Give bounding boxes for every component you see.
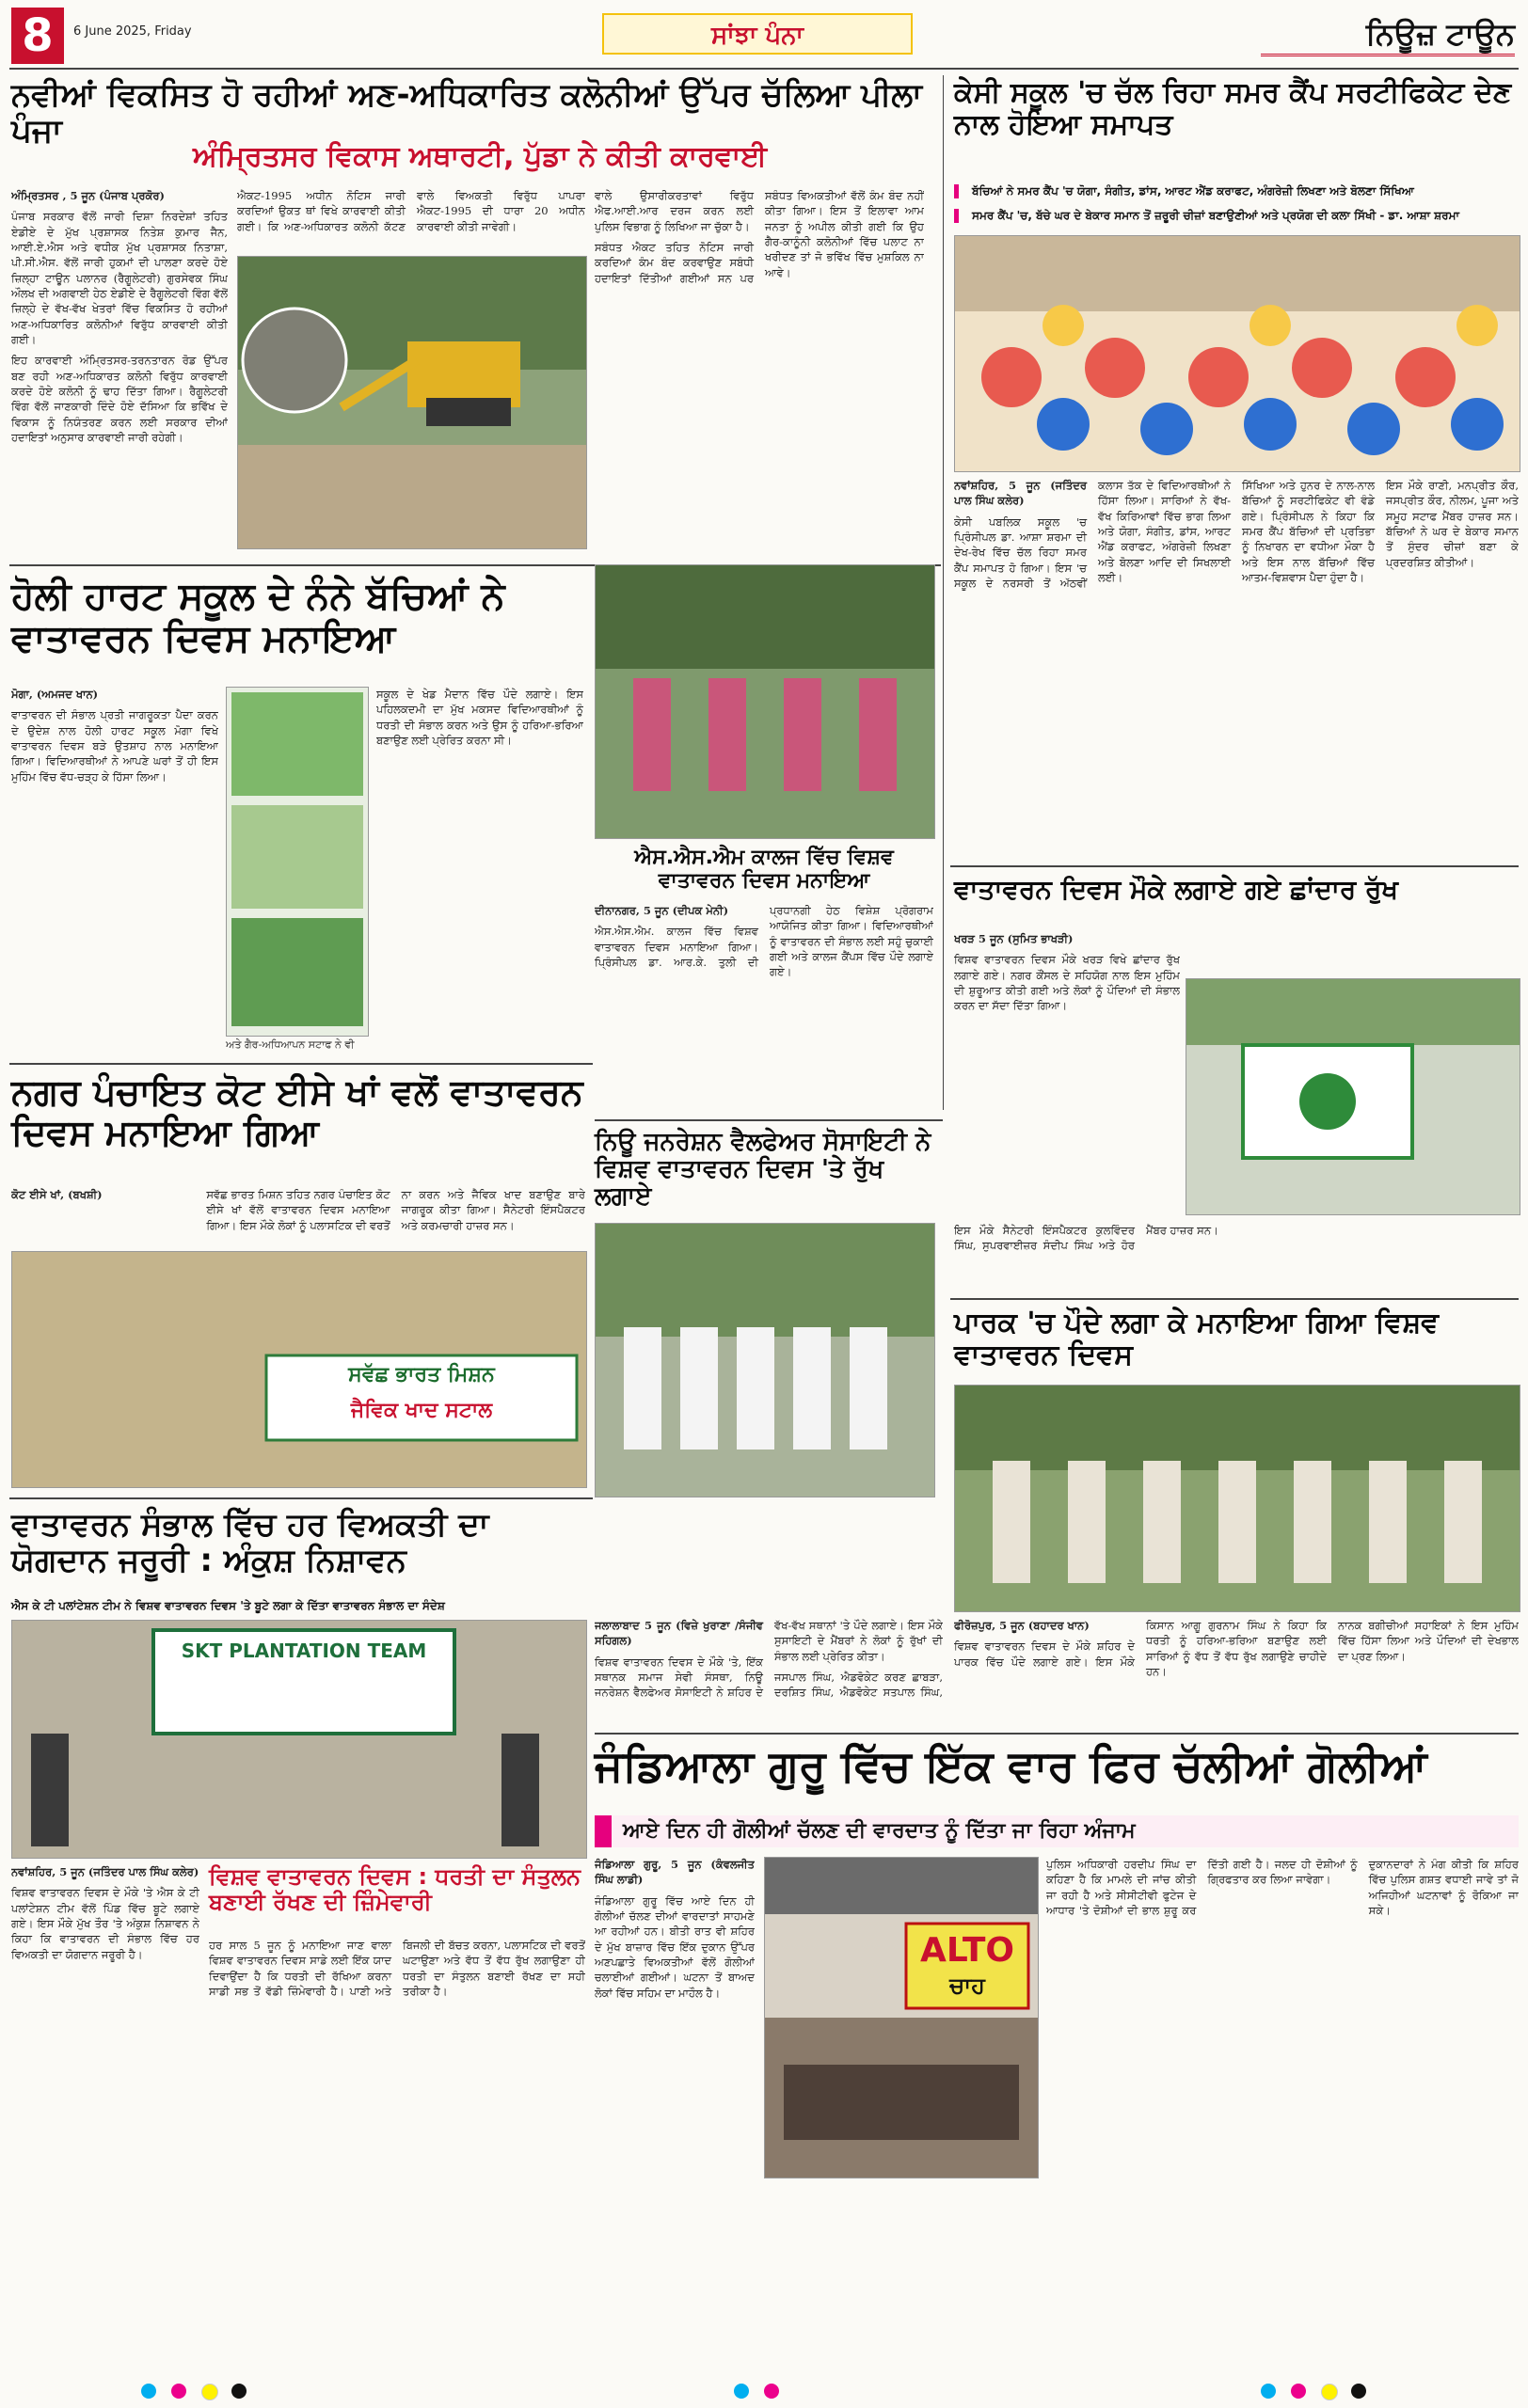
story11-shop-sign2: ਚਾਹ: [949, 1972, 985, 1999]
story11-body-right: [1046, 1857, 1519, 2201]
story2-para: ਇਸ ਮੌਕੇ ਰਾਣੀ, ਮਨਪ੍ਰੀਤ ਕੌਰ, ਜਸਪ੍ਰੀਤ ਕੌਰ, ਨੀਲਮ, ਪੂਜਾ ਅਤੇ ਸਮੂਹ ਸਟਾਫ ਮੈਂਬਰ ਹਾਜ਼ਰ ਸਨ। ਬੱਚਿਆਂ ਨੇ ਘਰ ਦੇ ਬੇਕਾਰ ਸਮਾਨ ਤੋਂ ਸੁੰਦਰ ਚੀਜ਼ਾਂ ਬਣਾ ਕੇ ਪ੍ਰਦਰਸ਼ਿਤ ਕੀਤੀਆਂ।: [1386, 479, 1519, 569]
story7-dateline: ਜਲਾਲਾਬਾਦ 5 ਜੂਨ (ਵਿਜ਼ੇ ਖੁਰਾਣਾ /ਸੰਜੀਵ ਸਹਿਗਲ): [595, 1619, 763, 1648]
story1-para: ਵਾਲੇ ਉਸਾਰੀਕਰਤਾਵਾਂ ਵਿਰੁੱਧ ਐਫ.ਆਈ.ਆਰ ਦਰਜ ਕਰਨ ਲਈ ਪੁਲਿਸ ਵਿਭਾਗ ਨੂੰ ਲਿਖਿਆ ਜਾ ਚੁੱਕਾ ਹੈ।: [595, 189, 754, 233]
story2-photo-children: [954, 235, 1520, 472]
story6-banner-line1: ਸਵੱਛ ਭਾਰਤ ਮਿਸ਼ਨ: [348, 1363, 495, 1386]
registration-marks: [0, 2378, 1528, 2406]
reg-mark: [734, 2384, 749, 2399]
story9-body: [11, 1864, 199, 2203]
reg-mark: [1291, 2384, 1306, 2399]
story1-para: ਐਕਟ-1995 ਅਧੀਨ ਨੋਟਿਸ ਜਾਰੀ ਕਰਦਿਆਂ ਉਕਤ ਥਾਂ ਵਿਖੇ ਕਾਰਵਾਈ ਕੀਤੀ ਗਈ। ਕਿ ਅਣ-ਅਧਿਕਾਰਤ ਕਲੋਨੀ ਕੱਟਣ ਵਾਲੇ ਵਿਅਕਤੀ ਵਿਰੁੱਧ ਪਾਪਰਾ ਐਕਟ-1995 ਦੀ ਧਾਰਾ 20 ਅਧੀਨ ਕਾਰਵਾਈ ਕੀਤੀ ਜਾਵੇਗੀ।: [237, 189, 585, 233]
story4-para: ਐਸ.ਐਸ.ਐਮ. ਕਾਲਜ ਵਿੱਚ ਵਿਸ਼ਵ ਵਾਤਾਵਰਨ ਦਿਵਸ ਮਨਾਇਆ ਗਿਆ। ਪ੍ਰਿੰਸੀਪਲ ਡਾ. ਆਰ.ਕੇ. ਤੁਲੀ ਦੀ ਪ੍ਰਧਾਨਗੀ ਹੇਠ ਵਿਸ਼ੇਸ਼ ਪ੍ਰੋਗਰਾਮ ਆਯੋਜਿਤ ਕੀਤਾ ਗਿਆ। ਵਿਦਿਆਰਥੀਆਂ ਨੂੰ ਵਾਤਾਵਰਨ ਦੀ ਸੰਭਾਲ ਲਈ ਸਹੁੰ ਚੁਕਾਈ ਗਈ ਅਤੇ ਕਾਲਜ ਕੈਂਪਸ ਵਿੱਚ ਪੌਦੇ ਲਗਾਏ ਗਏ।: [595, 904, 933, 979]
reg-mark: [141, 2384, 156, 2399]
reg-mark: [1351, 2384, 1366, 2399]
story11-para: ਪੁਲਿਸ ਅਧਿਕਾਰੀ ਹਰਦੀਪ ਸਿੰਘ ਦਾ ਕਹਿਣਾ ਹੈ ਕਿ ਮਾਮਲੇ ਦੀ ਜਾਂਚ ਕੀਤੀ ਜਾ ਰਹੀ ਹੈ ਅਤੇ ਸੀਸੀਟੀਵੀ ਫੁਟੇਜ ਦੇ ਆਧਾਰ 'ਤੇ ਦੋਸ਼ੀਆਂ ਦੀ ਭਾਲ ਸ਼ੁਰੂ ਕਰ ਦਿੱਤੀ ਗਈ ਹੈ। ਜਲਦ ਹੀ ਦੋਸ਼ੀਆਂ ਨੂੰ ਗ੍ਰਿਫਤਾਰ ਕਰ ਲਿਆ ਜਾਵੇਗਾ।: [1046, 1858, 1358, 1917]
story10-para: ਹਰ ਸਾਲ 5 ਜੂਨ ਨੂੰ ਮਨਾਇਆ ਜਾਣ ਵਾਲਾ ਵਿਸ਼ਵ ਵਾਤਾਵਰਨ ਦਿਵਸ ਸਾਡੇ ਲਈ ਇੱਕ ਯਾਦ ਦਿਵਾਉਂਦਾ ਹੈ ਕਿ ਧਰਤੀ ਦੀ ਰੱਖਿਆ ਕਰਨਾ ਸਾਡੀ ਸਭ ਤੋਂ ਵੱਡੀ ਜ਼ਿੰਮੇਵਾਰੀ ਹੈ। ਪਾਣੀ ਅਤੇ ਬਿਜਲੀ ਦੀ ਬੱਚਤ ਕਰਨਾ, ਪਲਾਸਟਿਕ ਦੀ ਵਰਤੋਂ ਘਟਾਉਣਾ ਅਤੇ ਵੱਧ ਤੋਂ ਵੱਧ ਰੁੱਖ ਲਗਾਉਣਾ ਹੀ ਧਰਤੀ ਦਾ ਸੰਤੁਲਨ ਬਣਾਈ ਰੱਖਣ ਦਾ ਸਹੀ ਤਰੀਕਾ ਹੈ।: [209, 1939, 585, 1998]
issue-date: 6 June 2025, Friday: [73, 24, 192, 39]
story5-body-bottom: [954, 1223, 1519, 1289]
story4-photo-college: [595, 564, 935, 839]
story6-banner-line2: ਜੈਵਿਕ ਖਾਦ ਸਟਾਲ: [350, 1399, 493, 1422]
story3-photo-caption: ਅਤੇ ਗੈਰ-ਅਧਿਆਪਨ ਸਟਾਫ ਨੇ ਵੀ: [226, 1038, 355, 1051]
story11-headline: ਜੰਡਿਆਲਾ ਗੁਰੂ ਵਿੱਚ ਇੱਕ ਵਾਰ ਫਿਰ ਚੱਲੀਆਂ ਗੋਲੀਆਂ: [595, 1740, 1427, 1791]
story3-dateline: ਮੋਗਾ, (ਅਮਜਦ ਖਾਨ): [11, 688, 99, 701]
story2-para: ਸਿੱਖਿਆ ਅਤੇ ਹੁਨਰ ਦੇ ਨਾਲ-ਨਾਲ ਬੱਚਿਆਂ ਨੂੰ ਸਰਟੀਫਿਕੇਟ ਵੀ ਵੰਡੇ ਗਏ। ਪ੍ਰਿੰਸੀਪਲ ਨੇ ਕਿਹਾ ਕਿ ਸਮਰ ਕੈਂਪ ਬੱਚਿਆਂ ਦੀ ਪ੍ਰਤਿਭਾ ਨੂੰ ਨਿਖਾਰਨ ਦਾ ਵਧੀਆ ਮੌਕਾ ਹੈ ਅਤੇ ਇਸ ਨਾਲ ਬੱਚਿਆਂ ਵਿੱਚ ਆਤਮ-ਵਿਸ਼ਵਾਸ ਪੈਦਾ ਹੁੰਦਾ ਹੈ।: [1242, 479, 1375, 584]
story1-headline: ਨਵੀਆਂ ਵਿਕਸਿਤ ਹੋ ਰਹੀਆਂ ਅਣ-ਅਧਿਕਾਰਿਤ ਕਲੋਨੀਆਂ ਉੱਪਰ ਚੱਲਿਆ ਪੀਲਾ ਪੰਜਾ: [11, 76, 923, 150]
story6-headline: ਨਗਰ ਪੰਚਾਇਤ ਕੋਟ ਈਸੇ ਖਾਂ ਵਲੋਂ ਵਾਤਾਵਰਨ ਦਿਵਸ ਮਨਾਇਆ ਗਿਆ: [11, 1071, 583, 1153]
story11-photo-shop: [764, 1857, 1039, 2178]
story3-body-right: [376, 687, 583, 1054]
story8-para: ਵਿਸ਼ਵ ਵਾਤਾਵਰਨ ਦਿਵਸ ਦੇ ਮੌਕੇ ਸ਼ਹਿਰ ਦੇ ਪਾਰਕ ਵਿੱਚ ਪੌਦੇ ਲਗਾਏ ਗਏ। ਇਸ ਮੌਕੇ ਕਿਸਾਨ ਆਗੂ ਗੁਰਨਾਮ ਸਿੰਘ ਨੇ ਕਿਹਾ ਕਿ ਧਰਤੀ ਨੂੰ ਹਰਿਆ-ਭਰਿਆ ਬਣਾਉਣ ਲਈ ਸਾਰਿਆਂ ਨੂੰ ਵੱਧ ਤੋਂ ਵੱਧ ਰੁੱਖ ਲਗਾਉਣੇ ਚਾਹੀਦੇ ਹਨ।: [954, 1619, 1327, 1678]
story6-photo: [11, 1251, 587, 1488]
story4-body: [595, 903, 933, 1110]
story11-para: ਜੰਡਿਆਲਾ ਗੁਰੂ ਵਿੱਚ ਆਏ ਦਿਨ ਹੀ ਗੋਲੀਆਂ ਚੱਲਣ ਦੀਆਂ ਵਾਰਦਾਤਾਂ ਸਾਹਮਣੇ ਆ ਰਹੀਆਂ ਹਨ। ਬੀਤੀ ਰਾਤ ਵੀ ਸ਼ਹਿਰ ਦੇ ਮੁੱਖ ਬਾਜ਼ਾਰ ਵਿੱਚ ਇੱਕ ਦੁਕਾਨ ਉੱਪਰ ਅਣਪਛਾਤੇ ਵਿਅਕਤੀਆਂ ਵੱਲੋਂ ਗੋਲੀਆਂ ਚਲਾਈਆਂ ਗਈਆਂ। ਘਟਨਾ ਤੋਂ ਬਾਅਦ ਲੋਕਾਂ ਵਿੱਚ ਸਹਿਮ ਦਾ ਮਾਹੌਲ ਹੈ।: [595, 1893, 755, 2000]
reg-mark: [764, 2384, 779, 2399]
reg-mark: [201, 2384, 218, 2400]
story11-para: ਦੁਕਾਨਦਾਰਾਂ ਨੇ ਮੰਗ ਕੀਤੀ ਕਿ ਸ਼ਹਿਰ ਵਿੱਚ ਪੁਲਿਸ ਗਸ਼ਤ ਵਧਾਈ ਜਾਵੇ ਤਾਂ ਜੋ ਅਜਿਹੀਆਂ ਘਟਨਾਵਾਂ ਨੂੰ ਰੋਕਿਆ ਜਾ ਸਕੇ।: [1368, 1858, 1519, 1917]
story6-body: [11, 1187, 585, 1244]
reg-mark: [1261, 2384, 1276, 2399]
story8-photo: [954, 1385, 1520, 1612]
story5-body: [954, 931, 1180, 1166]
story1-dateline: ਅੰਮ੍ਰਿਤਸਰ , 5 ਜੂਨ (ਪੰਜਾਬ ਪ੍ਰਕੋਰ): [11, 189, 165, 202]
story1-para: ਪੰਜਾਬ ਸਰਕਾਰ ਵੱਲੋਂ ਜਾਰੀ ਦਿਸ਼ਾ ਨਿਰਦੇਸ਼ਾਂ ਤਹਿਤ ਏਡੀਏ ਦੇ ਮੁੱਖ ਪ੍ਰਸ਼ਾਸਕ ਨਿਤੇਸ਼ ਕੁਮਾਰ ਜੈਨ, ਆਈ.ਏ.ਐਸ ਅਤੇ ਵਧੀਕ ਮੁੱਖ ਪ੍ਰਸ਼ਾਸਕ ਨਿਤਾਸ਼ਾ, ਪੀ.ਸੀ.ਐਸ. ਵੱਲੋਂ ਜਾਰੀ ਹੁਕਮਾਂ ਦੀ ਪਾਲਣਾ ਕਰਦੇ ਹੋਏ ਜ਼ਿਲ੍ਹਾ ਟਾਊਨ ਪਲਾਨਰ (ਰੈਗੂਲੇਟਰੀ) ਗੁਰਸੇਵਕ ਸਿੰਘ ਔਲਖ ਦੀ ਅਗਵਾਈ ਹੇਠ ਏਡੀਏ ਦੇ ਰੈਗੂਲੇਟਰੀ ਵਿੰਗ ਵੱਲੋਂ ਜ਼ਿਲ੍ਹੇ ਦੇ ਵੱਖ-ਵੱਖ ਖੇਤਰਾਂ ਵਿੱਚ ਵਿਕਸਿਤ ਹੋ ਰਹੀਆਂ ਅਣ-ਅਧਿਕਾਰਿਤ ਕਲੋਨੀਆਂ ਵਿਰੁੱਧ ਕਾਰਵਾਈ ਕੀਤੀ ਗਈ।: [11, 210, 228, 346]
story9-headline: ਵਾਤਾਵਰਨ ਸੰਭਾਲ ਵਿੱਚ ਹਰ ਵਿਅਕਤੀ ਦਾ ਯੋਗਦਾਨ ਜਰੂਰੀ : ਅੰਕੁਸ਼ ਨਿਸ਼ਾਵਨ: [11, 1506, 489, 1580]
reg-mark: [1321, 2384, 1338, 2400]
story7-photo: [595, 1223, 935, 1497]
story7-para: ਜਸਪਾਲ ਸਿੰਘ, ਐਡਵੋਕੇਟ ਕਰਣ ਛਾਬੜਾ, ਦਰਸ਼ਿਤ ਸਿੰਘ, ਐਡਵੋਕੇਟ ਸਤਪਾਲ ਸਿੰਘ,: [774, 1670, 943, 1700]
story4-dateline: ਦੀਨਾਨਗਰ, 5 ਜੂਨ (ਦੀਪਕ ਮੇਨੀ): [595, 904, 729, 917]
story9-banner: SKT PLANTATION TEAM: [181, 1640, 427, 1662]
story5-headline: ਵਾਤਾਵਰਨ ਦਿਵਸ ਮੌਕੇ ਲਗਾਏ ਗਏ ਛਾਂਦਾਰ ਰੁੱਖ: [954, 874, 1399, 905]
story11-dateline: ਜੰਡਿਆਲਾ ਗੁਰੂ, 5 ਜੂਨ (ਕੰਵਲਜੀਤ ਸਿੰਘ ਲਾਡੀ): [595, 1858, 755, 1887]
story1-body-right: [595, 188, 924, 555]
story2-para: ਕੇਸੀ ਪਬਲਿਕ ਸਕੂਲ 'ਚ ਪ੍ਰਿੰਸੀਪਲ ਡਾ. ਆਸ਼ਾ ਸ਼ਰਮਾ ਦੀ ਦੇਖ-ਰੇਖ ਵਿੱਚ ਚੱਲ ਰਿਹਾ ਸਮਰ ਕੈਂਪ ਸਮਾਪਤ ਹੋ ਗਿਆ। ਇਸ 'ਚ ਸਕੂਲ ਦੇ ਨਰਸਰੀ ਤੋਂ ਅੱਠਵੀਂ ਕਲਾਸ ਤੱਕ ਦੇ ਵਿਦਿਆਰਥੀਆਂ ਨੇ ਹਿੱਸਾ ਲਿਆ। ਸਾਰਿਆਂ ਨੇ ਵੱਖ-ਵੱਖ ਕਿਰਿਆਵਾਂ ਵਿੱਚ ਭਾਗ ਲਿਆ ਅਤੇ ਯੋਗਾ, ਸੰਗੀਤ, ਡਾਂਸ, ਆਰਟ ਐਂਡ ਕਰਾਫਟ, ਅੰਗਰੇਜ਼ੀ ਲਿਖਣਾ ਅਤੇ ਬੋਲਣਾ ਆਦਿ ਦੀ ਸਿਖਲਾਈ ਲਈ।: [954, 479, 1231, 590]
story3-para: ਸਕੂਲ ਦੇ ਖੇਡ ਮੈਦਾਨ ਵਿੱਚ ਪੌਦੇ ਲਗਾਏ। ਇਸ ਪਹਿਲਕਦਮੀ ਦਾ ਮੁੱਖ ਮਕਸਦ ਵਿਦਿਆਰਥੀਆਂ ਨੂੰ ਧਰਤੀ ਦੀ ਸੰਭਾਲ ਕਰਨ ਅਤੇ ਉਸ ਨੂੰ ਹਰਿਆ-ਭਰਿਆ ਬਣਾਉਣ ਲਈ ਪ੍ਰੇਰਿਤ ਕਰਨਾ ਸੀ।: [376, 688, 583, 747]
masthead: ਨਿਊਜ਼ ਟਾਊਨ: [1261, 11, 1515, 56]
story1-para: ਸਬੰਧਤ ਐਕਟ ਤਹਿਤ ਨੋਟਿਸ ਜਾਰੀ ਕਰਦਿਆਂ ਕੰਮ ਬੰਦ ਕਰਵਾਉਣ ਸਬੰਧੀ ਹਦਾਇਤਾਂ ਦਿੱਤੀਆਂ ਗਈਆਂ ਸਨ ਪਰ ਸਬੰਧਤ ਵਿਅਕਤੀਆਂ ਵੱਲੋਂ ਕੰਮ ਬੰਦ ਨਹੀਂ ਕੀਤਾ ਗਿਆ। ਇਸ ਤੋਂ ਇਲਾਵਾ ਆਮ ਜਨਤਾ ਨੂੰ ਅਪੀਲ ਕੀਤੀ ਗਈ ਕਿ ਉਹ ਗੈਰ-ਕਾਨੂੰਨੀ ਕਲੋਨੀਆਂ ਵਿੱਚ ਪਲਾਟ ਨਾ ਖਰੀਦਣ ਤਾਂ ਜੋ ਭਵਿੱਖ ਵਿੱਚ ਮੁਸ਼ਕਿਲ ਨਾ ਆਵੇ।: [595, 189, 924, 285]
story8-para: ਨਾਨਕ ਬਗੀਚੀਆਂ ਸਹਾਇਕਾਂ ਨੇ ਇਸ ਮੁਹਿੰਮ ਵਿੱਚ ਹਿੱਸਾ ਲਿਆ ਅਤੇ ਪੌਦਿਆਂ ਦੀ ਦੇਖਭਾਲ ਦਾ ਪ੍ਰਣ ਲਿਆ।: [1338, 1619, 1519, 1663]
story1-subhead: ਅੰਮ੍ਰਿਤਸਰ ਵਿਕਾਸ ਅਥਾਰਟੀ, ਪੁੱਡਾ ਨੇ ਕੀਤੀ ਕਾਰਵਾਈ: [192, 140, 768, 173]
story5-para: ਇਸ ਮੌਕੇ ਸੈਨੇਟਰੀ ਇੰਸਪੈਕਟਰ ਕੁਲਵਿੰਦਰ ਸਿੰਘ, ਸੁਪਰਵਾਈਜ਼ਰ ਸੰਦੀਪ ਸਿੰਘ ਅਤੇ ਹੋਰ ਮੈਂਬਰ ਹਾਜ਼ਰ ਸਨ।: [954, 1224, 1218, 1253]
story5-para: ਵਿਸ਼ਵ ਵਾਤਾਵਰਨ ਦਿਵਸ ਮੌਕੇ ਖਰੜ ਵਿਖੇ ਛਾਂਦਾਰ ਰੁੱਖ ਲਗਾਏ ਗਏ। ਨਗਰ ਕੌਂਸਲ ਦੇ ਸਹਿਯੋਗ ਨਾਲ ਇਸ ਮੁਹਿੰਮ ਦੀ ਸ਼ੁਰੂਆਤ ਕੀਤੀ ਗਈ ਅਤੇ ਲੋਕਾਂ ਨੂੰ ਪੌਦਿਆਂ ਦੀ ਸੰਭਾਲ ਕਰਨ ਦਾ ਸੱਦਾ ਦਿੱਤਾ ਗਿਆ।: [954, 953, 1180, 1013]
story3-body: [11, 687, 218, 1054]
story9-subhead: ਐਸ ਕੇ ਟੀ ਪਲਾਂਟੇਸ਼ਨ ਟੀਮ ਨੇ ਵਿਸ਼ਵ ਵਾਤਾਵਰਨ ਦਿਵਸ 'ਤੇ ਬੂਟੇ ਲਗਾ ਕੇ ਦਿੱਤਾ ਵਾਤਾਵਰਨ ਸੰਭਾਲ ਦਾ ਸੰਦੇਸ਼: [11, 1599, 445, 1612]
story1-body-mid: [237, 188, 585, 249]
story2-dateline: ਨਵਾਂਸ਼ਹਿਰ, 5 ਜੂਨ (ਜਤਿੰਦਰ ਪਾਲ ਸਿੰਘ ਕਲੇਰ): [954, 479, 1087, 508]
story11-subhead: ਆਏ ਦਿਨ ਹੀ ਗੋਲੀਆਂ ਚੱਲਣ ਦੀ ਵਾਰਦਾਤ ਨੂੰ ਦਿੱਤਾ ਜਾ ਰਿਹਾ ਅੰਜਾਮ: [595, 1815, 1519, 1847]
story3-headline: ਹੋਲੀ ਹਾਰਟ ਸਕੂਲ ਦੇ ਨੰਨੇ ਬੱਚਿਆਂ ਨੇ ਵਾਤਾਵਰਨ ਦਿਵਸ ਮਨਾਇਆ: [11, 575, 505, 660]
story3-para: ਵਾਤਾਵਰਨ ਦੀ ਸੰਭਾਲ ਪ੍ਰਤੀ ਜਾਗਰੂਕਤਾ ਪੈਦਾ ਕਰਨ ਦੇ ਉਦੇਸ਼ ਨਾਲ ਹੋਲੀ ਹਾਰਟ ਸਕੂਲ ਮੋਗਾ ਵਿਖੇ ਵਾਤਾਵਰਨ ਦਿਵਸ ਬੜੇ ਉਤਸ਼ਾਹ ਨਾਲ ਮਨਾਇਆ ਗਿਆ। ਵਿਦਿਆਰਥੀਆਂ ਨੇ ਆਪਣੇ ਘਰਾਂ ਤੋਂ ਹੀ ਇਸ ਮੁਹਿੰਮ ਵਿੱਚ ਵੱਧ-ਚੜ੍ਹ ਕੇ ਹਿੱਸਾ ਲਿਆ।: [11, 708, 218, 784]
story2-bullet: ਸਮਰ ਕੈਂਪ 'ਚ, ਬੱਚੇ ਘਰ ਦੇ ਬੇਕਾਰ ਸਮਾਨ ਤੋਂ ਜ਼ਰੂਰੀ ਚੀਜ਼ਾਂ ਬਣਾਉਣੀਆਂ ਅਤੇ ਪ੍ਰਯੋਗ ਦੀ ਕਲਾ ਸਿੱਖੀ - ਡਾ. ਆਸ਼ਾ ਸ਼ਰਮਾ: [954, 209, 1519, 223]
story11-body-left: [595, 1857, 755, 2201]
story1-photo-bulldozer: [237, 256, 587, 549]
story4-headline: ਐਸ.ਐਸ.ਐਮ ਕਾਲਜ ਵਿੱਚ ਵਿਸ਼ਵ ਵਾਤਾਵਰਨ ਦਿਵਸ ਮਨਾਇਆ: [634, 846, 894, 893]
story8-body: [954, 1618, 1519, 1712]
story6-para: ਸਵੱਛ ਭਾਰਤ ਮਿਸ਼ਨ ਤਹਿਤ ਨਗਰ ਪੰਚਾਇਤ ਕੋਟ ਈਸੇ ਖਾਂ ਵੱਲੋਂ ਵਾਤਾਵਰਨ ਦਿਵਸ ਮਨਾਇਆ ਗਿਆ। ਇਸ ਮੌਕੇ ਲੋਕਾਂ ਨੂੰ ਪਲਾਸਟਿਕ ਦੀ ਵਰਤੋਂ ਨਾ ਕਰਨ ਅਤੇ ਜੈਵਿਕ ਖਾਦ ਬਣਾਉਣ ਬਾਰੇ ਜਾਗਰੂਕ ਕੀਤਾ ਗਿਆ। ਸੈਨੇਟਰੀ ਇੰਸਪੈਕਟਰ ਅਤੇ ਕਰਮਚਾਰੀ ਹਾਜ਼ਰ ਸਨ।: [206, 1188, 585, 1232]
story2-headline: ਕੇਸੀ ਸਕੂਲ 'ਚ ਚੱਲ ਰਿਹਾ ਸਮਰ ਕੈਂਪ ਸਰਟੀਫਿਕੇਟ ਦੇਣ ਨਾਲ ਹੋਇਆ ਸਮਾਪਤ: [954, 76, 1512, 141]
section-label: ਸਾਂਝਾ ਪੰਨਾ: [602, 13, 913, 55]
story6-dateline: ਕੋਟ ਈਸੇ ਖਾਂ, (ਬਖਸ਼ੀ): [11, 1188, 103, 1201]
story8-dateline: ਫੀਰੋਜ਼ਪੁਰ, 5 ਜੂਨ (ਬਹਾਦਰ ਖਾਨ): [954, 1619, 1090, 1632]
reg-mark: [171, 2384, 186, 2399]
story3-photo-collage: [226, 687, 369, 1037]
story10-body: [209, 1938, 585, 2201]
story1-para: ਇਹ ਕਾਰਵਾਈ ਅੰਮ੍ਰਿਤਸਰ-ਤਰਨਤਾਰਨ ਰੋਡ ਉੱਪਰ ਬਣ ਰਹੀ ਅਣ-ਅਧਿਕਾਰਤ ਕਲੋਨੀ ਵਿਰੁੱਧ ਕਾਰਵਾਈ ਕਰਦੇ ਹੋਏ ਕਲੋਨੀ ਨੂੰ ਢਾਹ ਦਿੱਤਾ ਗਿਆ। ਰੈਗੂਲੇਟਰੀ ਵਿੰਗ ਵੱਲੋਂ ਜਾਣਕਾਰੀ ਦਿੰਦੇ ਹੋਏ ਦੱਸਿਆ ਕਿ ਭਵਿੱਖ ਦੇ ਵਿਕਾਸ ਨੂੰ ਨਿਯੰਤਰਣ ਕਰਨ ਲਈ ਸਰਕਾਰ ਦੀਆਂ ਹਦਾਇਤਾਂ ਅਨੁਸਾਰ ਕਾਰਵਾਈ ਜਾਰੀ ਰਹੇਗੀ।: [11, 354, 228, 444]
story2-bullet: ਬੱਚਿਆਂ ਨੇ ਸਮਰ ਕੈਂਪ 'ਚ ਯੋਗਾ, ਸੰਗੀਤ, ਡਾਂਸ, ਆਰਟ ਐਂਡ ਕਰਾਫਟ, ਅੰਗਰੇਜ਼ੀ ਲਿਖਣਾ ਅਤੇ ਬੋਲਣਾ ਸਿੱਖਿਆ: [954, 184, 1519, 198]
story1-body-left: [11, 188, 228, 555]
story9-dateline: ਨਵਾਂਸ਼ਹਿਰ, 5 ਜੂਨ (ਜਤਿੰਦਰ ਪਾਲ ਸਿੰਘ ਕਲੇਰ): [11, 1865, 199, 1878]
reg-mark: [231, 2384, 247, 2399]
story5-dateline: ਖਰੜ 5 ਜੂਨ (ਸੁਮਿਤ ਭਾਖੜੀ): [954, 932, 1074, 945]
story8-headline: ਪਾਰਕ 'ਚ ਪੌਦੇ ਲਗਾ ਕੇ ਮਨਾਇਆ ਗਿਆ ਵਿਸ਼ਵ ਵਾਤਾਵਰਨ ਦਿਵਸ: [954, 1307, 1440, 1371]
page-number: 8: [11, 8, 64, 64]
story2-body: [954, 478, 1519, 859]
story7-body: [595, 1618, 943, 1712]
story7-headline: ਨਿਊ ਜਨਰੇਸ਼ਨ ਵੈਲਫੇਅਰ ਸੋਸਾਇਟੀ ਨੇ ਵਿਸ਼ਵ ਵਾਤਾਵਰਨ ਦਿਵਸ 'ਤੇ ਰੁੱਖ ਲਗਾਏ: [595, 1128, 931, 1212]
story10-headline: ਵਿਸ਼ਵ ਵਾਤਾਵਰਨ ਦਿਵਸ : ਧਰਤੀ ਦਾ ਸੰਤੁਲਨ ਬਣਾਈ ਰੱਖਣ ਦੀ ਜ਼ਿੰਮੇਵਾਰੀ: [209, 1863, 581, 1915]
story5-photo-trees: [1186, 978, 1520, 1215]
story9-para: ਵਿਸ਼ਵ ਵਾਤਾਵਰਨ ਦਿਵਸ ਦੇ ਮੌਕੇ 'ਤੇ ਐਸ ਕੇ ਟੀ ਪਲਾਂਟੇਸ਼ਨ ਟੀਮ ਵੱਲੋਂ ਪਿੰਡ ਵਿੱਚ ਬੂਟੇ ਲਗਾਏ ਗਏ। ਇਸ ਮੌਕੇ ਮੁੱਖ ਤੌਰ 'ਤੇ ਅੰਕੁਸ਼ ਨਿਸ਼ਾਵਨ ਨੇ ਕਿਹਾ ਕਿ ਵਾਤਾਵਰਨ ਦੀ ਸੰਭਾਲ ਵਿੱਚ ਹਰ ਵਿਅਕਤੀ ਦਾ ਯੋਗਦਾਨ ਜਰੂਰੀ ਹੈ।: [11, 1886, 199, 1961]
story9-photo: [11, 1620, 587, 1859]
story11-shop-sign: ALTO: [919, 1931, 1014, 1970]
story7-para: ਵਿਸ਼ਵ ਵਾਤਾਵਰਨ ਦਿਵਸ ਦੇ ਮੌਕੇ 'ਤੇ, ਇੱਕ ਸਥਾਨਕ ਸਮਾਜ ਸੇਵੀ ਸੰਸਥਾ, ਨਿਊ ਜਨਰੇਸ਼ਨ ਵੈਲਫੇਅਰ ਸੋਸਾਇਟੀ ਨੇ ਸ਼ਹਿਰ ਦੇ ਵੱਖ-ਵੱਖ ਸਥਾਨਾਂ 'ਤੇ ਪੌਦੇ ਲਗਾਏ। ਇਸ ਮੌਕੇ ਸੁਸਾਇਟੀ ਦੇ ਮੈਂਬਰਾਂ ਨੇ ਲੋਕਾਂ ਨੂੰ ਰੁੱਖਾਂ ਦੀ ਸੰਭਾਲ ਲਈ ਪ੍ਰੇਰਿਤ ਕੀਤਾ।: [595, 1619, 943, 1700]
